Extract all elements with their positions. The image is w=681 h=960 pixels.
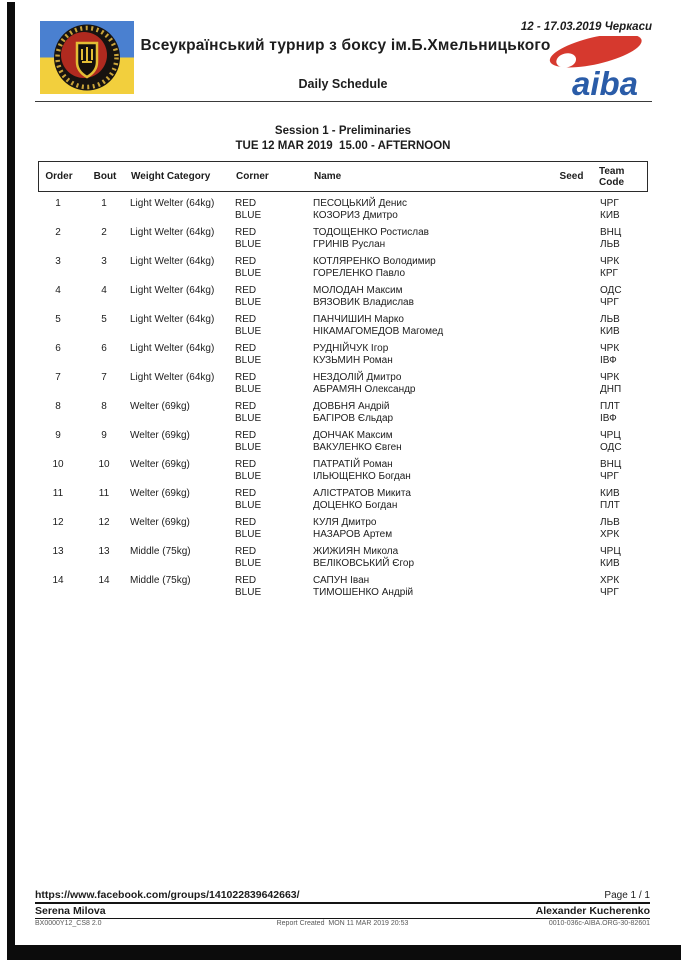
blue-boxer-name: НІКАМАГОМЕДОВ Магомед — [313, 325, 444, 337]
corner-red-label: RED — [235, 459, 257, 470]
corner-cell — [235, 256, 313, 279]
corner-blue-label: BLUE — [235, 470, 262, 482]
seed-cell — [545, 401, 600, 424]
bout-cell: 4 — [101, 285, 107, 296]
order-cell: 1 — [55, 198, 61, 209]
official-right-name: Alexander Kucherenko — [535, 905, 650, 917]
red-boxer-name: МОЛОДАН Максим — [313, 285, 403, 296]
blue-team-code: КИВ — [600, 557, 620, 569]
name-cell — [313, 372, 545, 395]
corner-cell — [235, 401, 313, 424]
corner-cell — [235, 372, 313, 395]
blue-boxer-name: ГОРЕЛЕНКО Павло — [313, 267, 406, 279]
blue-team-code: ІВФ — [600, 354, 617, 366]
corner-cell — [235, 488, 313, 511]
red-team-code: ЧРК — [600, 343, 620, 354]
corner-red-label: RED — [235, 430, 257, 441]
table-row — [38, 575, 648, 598]
bout-cell: 5 — [101, 314, 107, 325]
blue-team-code: ЧРГ — [600, 470, 619, 482]
corner-blue-label: BLUE — [235, 412, 262, 424]
red-boxer-name: ПАТРАТІЙ Роман — [313, 459, 393, 470]
seed-cell — [545, 459, 600, 482]
schedule-table-header — [38, 161, 648, 192]
table-row — [38, 372, 648, 395]
col-header-team: Team Code — [599, 165, 625, 188]
team-cell — [600, 430, 648, 453]
blue-boxer-name: БАГІРОВ Єльдар — [313, 412, 394, 424]
page-subtitle: Daily Schedule — [298, 77, 388, 91]
blue-boxer-name: ГРИНІВ Руслан — [313, 238, 386, 250]
bout-cell: 2 — [101, 227, 107, 238]
corner-cell — [235, 517, 313, 540]
red-team-code: ЧРЦ — [600, 546, 621, 557]
seed-cell — [545, 343, 600, 366]
weight-cell: Light Welter (64kg) — [130, 372, 215, 383]
seed-cell — [545, 372, 600, 395]
bout-cell: 7 — [101, 372, 107, 383]
bout-cell: 11 — [98, 488, 110, 499]
weight-cell: Welter (69kg) — [130, 430, 190, 441]
bout-cell: 13 — [98, 546, 110, 557]
name-cell — [313, 314, 545, 337]
weight-cell: Welter (69kg) — [130, 488, 190, 499]
blue-team-code: ПЛТ — [600, 499, 620, 511]
col-header-bout: Bout — [93, 171, 117, 182]
order-cell: 2 — [55, 227, 61, 238]
red-team-code: ВНЦ — [600, 459, 622, 470]
blue-team-code: ХРК — [600, 528, 620, 540]
blue-boxer-name: НАЗАРОВ Артем — [313, 528, 393, 540]
name-cell — [313, 227, 545, 250]
corner-red-label: RED — [235, 314, 257, 325]
weight-cell: Middle (75kg) — [130, 575, 191, 586]
weight-cell: Light Welter (64kg) — [130, 198, 215, 209]
order-cell: 12 — [52, 517, 64, 528]
red-boxer-name: КОТЛЯРЕНКО Володимир — [313, 256, 436, 267]
blue-team-code: КИВ — [600, 209, 620, 221]
corner-cell — [235, 459, 313, 482]
corner-red-label: RED — [235, 198, 257, 209]
aiba-logo — [542, 36, 654, 100]
weight-cell: Light Welter (64kg) — [130, 256, 215, 267]
scan-border-left — [7, 2, 15, 960]
corner-red-label: RED — [235, 256, 257, 267]
team-cell — [600, 459, 648, 482]
corner-red-label: RED — [235, 372, 257, 383]
seed-cell — [545, 198, 600, 221]
seed-cell — [545, 314, 600, 337]
corner-blue-label: BLUE — [235, 267, 262, 279]
order-cell: 14 — [52, 575, 64, 586]
seed-cell — [545, 575, 600, 598]
corner-blue-label: BLUE — [235, 441, 262, 453]
footer-url-row — [35, 889, 650, 904]
weight-cell: Light Welter (64kg) — [130, 227, 215, 238]
corner-blue-label: BLUE — [235, 209, 262, 221]
footer-codes-row — [35, 920, 650, 927]
red-boxer-name: ДОВБНЯ Андрій — [313, 401, 390, 412]
header-divider — [35, 101, 652, 102]
col-header-corner: Corner — [236, 171, 269, 182]
order-cell: 6 — [55, 343, 61, 354]
order-cell: 3 — [55, 256, 61, 267]
session-title: Session 1 - Preliminaries — [274, 125, 412, 137]
red-team-code: ВНЦ — [600, 227, 622, 238]
bout-cell: 6 — [101, 343, 107, 354]
name-cell — [313, 488, 545, 511]
corner-blue-label: BLUE — [235, 528, 262, 540]
corner-cell — [235, 198, 313, 221]
red-team-code: ЧРЦ — [600, 430, 621, 441]
corner-red-label: RED — [235, 401, 257, 412]
weight-cell: Middle (75kg) — [130, 546, 191, 557]
table-row — [38, 314, 648, 337]
team-cell — [600, 517, 648, 540]
name-cell — [313, 401, 545, 424]
corner-blue-label: BLUE — [235, 238, 262, 250]
report-code: BX0000Y12_CS8 2.0 — [35, 920, 102, 927]
team-cell — [600, 575, 648, 598]
blue-boxer-name: ІЛЬЮЩЕНКО Богдан — [313, 470, 411, 482]
order-cell: 5 — [55, 314, 61, 325]
event-date-location: 12 - 17.03.2019 Черкаси — [520, 21, 652, 33]
official-left-name: Serena Milova — [35, 905, 106, 917]
name-cell — [313, 198, 545, 221]
corner-red-label: RED — [235, 285, 257, 296]
seed-cell — [545, 488, 600, 511]
weight-cell: Welter (69kg) — [130, 459, 190, 470]
red-boxer-name: АЛІСТРАТОВ Микита — [313, 488, 411, 499]
corner-blue-label: BLUE — [235, 586, 262, 598]
seed-cell — [545, 517, 600, 540]
red-boxer-name: САПУН Іван — [313, 575, 370, 586]
red-boxer-name: КУЛЯ Дмитро — [313, 517, 377, 528]
seed-cell — [545, 285, 600, 308]
col-header-weight: Weight Category — [131, 171, 211, 182]
red-team-code: ПЛТ — [600, 401, 620, 412]
corner-blue-label: BLUE — [235, 557, 262, 569]
blue-team-code: ОДС — [600, 441, 622, 453]
name-cell — [313, 343, 545, 366]
team-cell — [600, 488, 648, 511]
page-footer — [35, 889, 650, 927]
table-row — [38, 546, 648, 569]
session-datetime: TUE 12 MAR 2019 15.00 - AFTERNOON — [235, 140, 451, 152]
corner-red-label: RED — [235, 546, 257, 557]
corner-red-label: RED — [235, 343, 257, 354]
weight-cell: Light Welter (64kg) — [130, 285, 215, 296]
scan-border-bottom — [7, 945, 681, 960]
table-row — [38, 517, 648, 540]
bout-cell: 12 — [98, 517, 110, 528]
corner-blue-label: BLUE — [235, 383, 262, 395]
seed-cell — [545, 546, 600, 569]
bout-list — [38, 198, 648, 604]
order-cell: 10 — [52, 459, 64, 470]
corner-blue-label: BLUE — [235, 354, 262, 366]
name-cell — [313, 575, 545, 598]
blue-boxer-name: ТИМОШЕНКО Андрій — [313, 586, 414, 598]
name-cell — [313, 459, 545, 482]
red-boxer-name: ПАНЧИШИН Марко — [313, 314, 404, 325]
page-title: Всеукраїнський турнир з боксу ім.Б.Хмельницького — [140, 37, 551, 54]
order-cell: 4 — [55, 285, 61, 296]
facebook-group-url: https://www.facebook.com/groups/141022839642663/ — [35, 889, 300, 901]
corner-red-label: RED — [235, 575, 257, 586]
aiba-logo-text: aiba — [572, 65, 639, 100]
blue-boxer-name: ВЕЛІКОВСЬКИЙ Єгор — [313, 557, 415, 569]
blue-team-code: ІВФ — [600, 412, 617, 424]
corner-red-label: RED — [235, 488, 257, 499]
team-cell — [600, 343, 648, 366]
col-header-order: Order — [45, 171, 73, 182]
blue-team-code: ДНП — [600, 383, 622, 395]
red-boxer-name: ЖИЖИЯН Микола — [313, 546, 399, 557]
order-cell: 13 — [52, 546, 64, 557]
team-cell — [600, 401, 648, 424]
table-row — [38, 401, 648, 424]
table-row — [38, 227, 648, 250]
seed-cell — [545, 430, 600, 453]
team-cell — [600, 285, 648, 308]
blue-boxer-name: ВЯЗОВИК Владислав — [313, 296, 414, 308]
order-cell: 11 — [52, 488, 64, 499]
red-boxer-name: РУДНІЙЧУК Ігор — [313, 343, 389, 354]
red-team-code: ЛЬВ — [600, 517, 620, 528]
table-row — [38, 343, 648, 366]
table-row — [38, 459, 648, 482]
corner-cell — [235, 314, 313, 337]
corner-blue-label: BLUE — [235, 296, 262, 308]
blue-boxer-name: КОЗОРИЗ Дмитро — [313, 209, 398, 221]
table-row — [38, 285, 648, 308]
red-team-code: КИВ — [600, 488, 620, 499]
weight-cell: Welter (69kg) — [130, 401, 190, 412]
blue-team-code: ЧРГ — [600, 296, 619, 308]
bout-cell: 3 — [101, 256, 107, 267]
bout-cell: 14 — [98, 575, 110, 586]
corner-cell — [235, 430, 313, 453]
red-team-code: ЧРК — [600, 372, 620, 383]
order-cell: 7 — [55, 372, 61, 383]
table-row — [38, 488, 648, 511]
bout-cell: 1 — [101, 198, 107, 209]
blue-boxer-name: ВАКУЛЕНКО Євген — [313, 441, 402, 453]
system-code: 0010-036c-AIBA.ORG-30-82601 — [548, 920, 650, 927]
name-cell — [313, 285, 545, 308]
team-cell — [600, 314, 648, 337]
corner-cell — [235, 546, 313, 569]
corner-red-label: RED — [235, 227, 257, 238]
weight-cell: Light Welter (64kg) — [130, 314, 215, 325]
footer-officials-row — [35, 905, 650, 919]
red-boxer-name: ПЕСОЦЬКИЙ Денис — [313, 198, 408, 209]
red-team-code: ОДС — [600, 285, 622, 296]
seed-cell — [545, 256, 600, 279]
corner-cell — [235, 343, 313, 366]
red-team-code: ЛЬВ — [600, 314, 620, 325]
team-cell — [600, 227, 648, 250]
blue-boxer-name: ДОЦЕНКО Богдан — [313, 499, 398, 511]
seed-cell — [545, 227, 600, 250]
red-boxer-name: ТОДОЩЕНКО Ростислав — [313, 227, 429, 238]
corner-blue-label: BLUE — [235, 499, 262, 511]
corner-cell — [235, 285, 313, 308]
red-team-code: ХРК — [600, 575, 620, 586]
name-cell — [313, 430, 545, 453]
bout-cell: 10 — [98, 459, 110, 470]
table-row — [38, 198, 648, 221]
red-team-code: ЧРК — [600, 256, 620, 267]
red-boxer-name: ДОНЧАК Максим — [313, 430, 393, 441]
blue-team-code: КРГ — [600, 267, 618, 279]
team-cell — [600, 372, 648, 395]
red-boxer-name: НЕЗДОЛІЙ Дмитро — [313, 372, 402, 383]
weight-cell: Welter (69kg) — [130, 517, 190, 528]
team-cell — [600, 198, 648, 221]
corner-cell — [235, 227, 313, 250]
blue-boxer-name: АБРАМЯН Олександр — [313, 383, 416, 395]
blue-team-code: КИВ — [600, 325, 620, 337]
corner-blue-label: BLUE — [235, 325, 262, 337]
table-row — [38, 256, 648, 279]
col-header-seed: Seed — [559, 171, 584, 182]
team-cell — [600, 546, 648, 569]
report-created: Report Created MON 11 MAR 2019 20:53 — [276, 920, 409, 927]
corner-cell — [235, 575, 313, 598]
weight-cell: Light Welter (64kg) — [130, 343, 215, 354]
blue-team-code: ЧРГ — [600, 586, 619, 598]
corner-red-label: RED — [235, 517, 257, 528]
table-row — [38, 430, 648, 453]
name-cell — [313, 256, 545, 279]
bout-cell: 9 — [101, 430, 107, 441]
blue-team-code: ЛЬВ — [600, 238, 620, 250]
session-heading — [35, 124, 651, 154]
name-cell — [313, 546, 545, 569]
order-cell: 8 — [55, 401, 61, 412]
bout-cell: 8 — [101, 401, 107, 412]
red-team-code: ЧРГ — [600, 198, 619, 209]
team-cell — [600, 256, 648, 279]
blue-boxer-name: КУЗЬМИН Роман — [313, 354, 393, 366]
name-cell — [313, 517, 545, 540]
col-header-name: Name — [314, 171, 342, 182]
order-cell: 9 — [55, 430, 61, 441]
page-number: Page 1 / 1 — [604, 890, 650, 901]
